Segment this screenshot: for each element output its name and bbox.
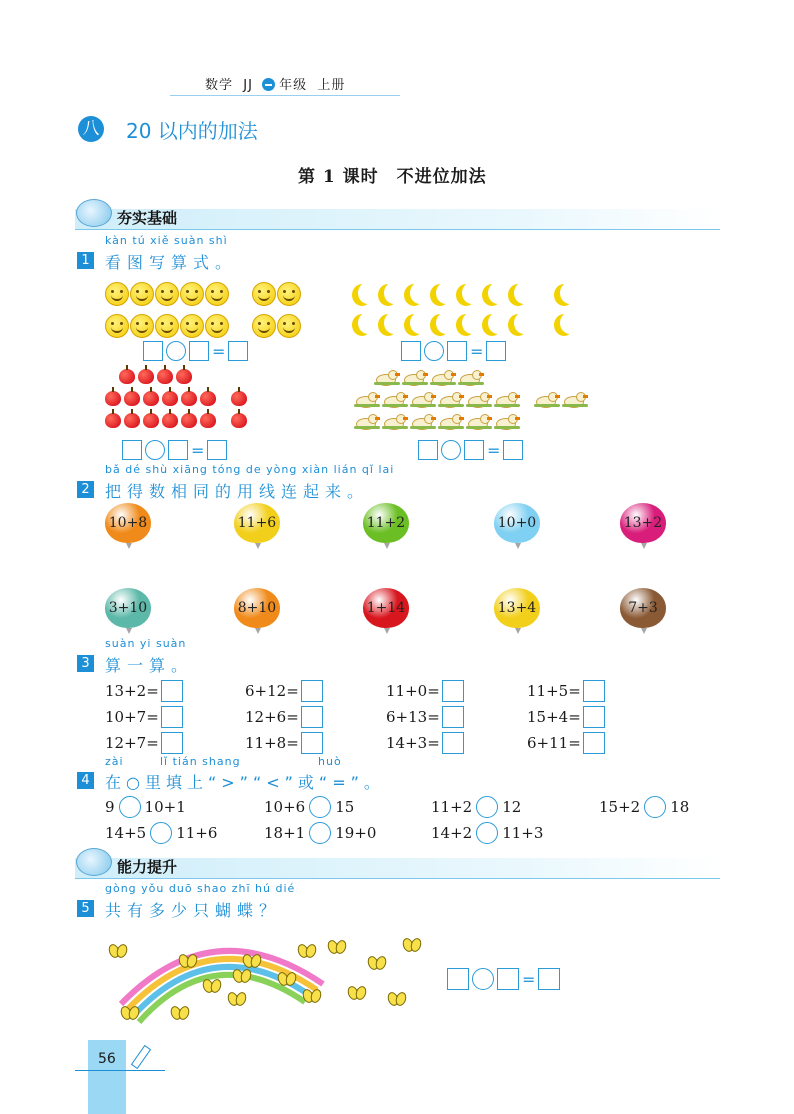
moon-icon	[488, 282, 508, 304]
answer-box[interactable]	[503, 440, 523, 460]
calc-item	[245, 732, 323, 754]
footer-line	[75, 1070, 165, 1071]
moon-icon	[462, 312, 482, 334]
operator-circle[interactable]	[441, 440, 461, 460]
answer-box[interactable]	[583, 680, 605, 702]
calc-expression: 13+2=	[105, 682, 159, 700]
q5-pinyin: gòng yǒu duō shao zhī hú dié	[105, 882, 296, 895]
moon-icon	[358, 282, 378, 304]
q3-number: 3	[77, 655, 94, 672]
calc-item	[386, 706, 464, 728]
duck-icon	[564, 392, 586, 408]
answer-box[interactable]	[122, 440, 142, 460]
compare-circle[interactable]	[309, 822, 331, 844]
compare-circle[interactable]	[150, 822, 172, 844]
apple-icon	[157, 369, 173, 384]
q1-equation-3	[122, 440, 227, 460]
duck-icon	[376, 370, 398, 386]
butterfly-icon	[328, 940, 346, 954]
moon-group	[352, 282, 592, 338]
calc-item	[386, 732, 464, 754]
smiley-group	[105, 282, 305, 342]
compare-item	[105, 796, 186, 818]
calc-item	[386, 680, 464, 702]
answer-box[interactable]	[583, 732, 605, 754]
equals-sign: =	[191, 440, 205, 460]
operator-circle[interactable]	[424, 341, 444, 361]
moon-icon	[462, 282, 482, 304]
answer-box[interactable]	[161, 732, 183, 754]
answer-box[interactable]	[301, 732, 323, 754]
answer-box[interactable]	[301, 706, 323, 728]
apple-icon	[124, 413, 140, 428]
compare-right: 18	[670, 798, 690, 816]
butterfly-icon	[179, 954, 197, 968]
duck-icon	[440, 392, 462, 408]
calc-expression: 10+7=	[105, 708, 159, 726]
smiley-icon	[252, 314, 276, 338]
answer-box[interactable]	[583, 706, 605, 728]
answer-box[interactable]	[418, 440, 438, 460]
equals-sign: =	[470, 341, 484, 361]
q2-pinyin: bǎ dé shù xiāng tóng de yòng xiàn lián qǐ lai	[105, 463, 395, 476]
moon-icon	[384, 282, 404, 304]
duck-icon	[468, 392, 490, 408]
apple-icon	[138, 369, 154, 384]
pencil-icon	[131, 1045, 151, 1069]
q3-pinyin: suàn yi suàn	[105, 637, 187, 650]
answer-box[interactable]	[161, 706, 183, 728]
apple-icon	[181, 391, 197, 406]
apple-icon	[143, 413, 159, 428]
duck-icon	[384, 392, 406, 408]
answer-box[interactable]	[161, 680, 183, 702]
operator-circle[interactable]	[145, 440, 165, 460]
answer-box[interactable]	[228, 341, 248, 361]
apple-icon	[162, 391, 178, 406]
compare-item	[599, 796, 689, 818]
butterfly-icon	[203, 979, 221, 993]
operator-circle[interactable]	[166, 341, 186, 361]
balloon-top-2[interactable]: 11+6	[234, 503, 280, 543]
apple-icon	[200, 413, 216, 428]
compare-left: 15+2	[599, 798, 641, 816]
calc-expression: 6+11=	[527, 734, 581, 752]
butterfly-icon	[303, 989, 321, 1003]
answer-box[interactable]	[486, 341, 506, 361]
compare-left: 11+2	[431, 798, 473, 816]
q4-pinyin-1: zài	[105, 755, 124, 768]
answer-box[interactable]	[464, 440, 484, 460]
calc-item	[105, 732, 183, 754]
calc-item	[105, 706, 183, 728]
compare-item	[105, 822, 217, 844]
compare-circle[interactable]	[644, 796, 666, 818]
q1-equation-2	[401, 341, 506, 361]
answer-box[interactable]	[497, 968, 519, 990]
header-volume: 上册	[317, 78, 346, 93]
balloon-top-5[interactable]: 13+2	[620, 503, 666, 543]
answer-box[interactable]	[401, 341, 421, 361]
butterfly-icon	[109, 944, 127, 958]
equals-sign: =	[212, 341, 226, 361]
apple-icon	[231, 413, 247, 428]
balloon-bottom-1[interactable]: 3+10	[105, 588, 151, 628]
duck-group	[356, 370, 616, 436]
compare-left: 10+6	[264, 798, 306, 816]
moon-icon	[560, 312, 580, 334]
q5-text: 共有多少只蝴蝶？	[105, 901, 282, 920]
apple-icon	[231, 391, 247, 406]
answer-box[interactable]	[168, 440, 188, 460]
calc-item	[527, 732, 605, 754]
q1-pinyin: kàn tú xiě suàn shì	[105, 234, 228, 247]
header-grade: 年级	[279, 78, 308, 93]
equals-sign: =	[522, 969, 536, 989]
q2-text: 把得数相同的用线连起来。	[105, 482, 370, 501]
moon-icon	[436, 312, 456, 334]
compare-left: 14+5	[105, 824, 147, 842]
calc-expression: 12+6=	[245, 708, 299, 726]
balloon-bottom-4[interactable]: 13+4	[494, 588, 540, 628]
compare-circle[interactable]	[476, 796, 498, 818]
compare-right: 10+1	[144, 798, 186, 816]
moon-icon	[488, 312, 508, 334]
moon-icon	[436, 282, 456, 304]
moon-icon	[410, 312, 430, 334]
apple-icon	[176, 369, 192, 384]
compare-item	[431, 822, 543, 844]
apple-icon	[105, 391, 121, 406]
q1-equation-4	[418, 440, 523, 460]
duck-icon	[496, 414, 518, 430]
answer-box[interactable]	[447, 341, 467, 361]
duck-icon	[536, 392, 558, 408]
compare-right: 19+0	[335, 824, 377, 842]
q3-text: 算一算。	[105, 656, 194, 675]
butterfly-icon	[368, 956, 386, 970]
apple-icon	[181, 413, 197, 428]
smiley-icon	[105, 282, 129, 306]
duck-icon	[460, 370, 482, 386]
moon-icon	[514, 312, 534, 334]
smiley-icon	[130, 314, 154, 338]
smiley-icon	[130, 282, 154, 306]
balloon-top-3[interactable]: 11+2	[363, 503, 409, 543]
butterfly-icon	[388, 992, 406, 1006]
smiley-icon	[155, 282, 179, 306]
answer-box[interactable]	[538, 968, 560, 990]
calc-expression: 15+4=	[527, 708, 581, 726]
butterfly-icon	[121, 1006, 139, 1020]
smiley-icon	[277, 314, 301, 338]
moon-icon	[514, 282, 534, 304]
compare-circle[interactable]	[119, 796, 141, 818]
smiley-icon	[180, 282, 204, 306]
header-edition: JJ	[243, 78, 253, 93]
running-header	[205, 74, 345, 93]
smiley-icon	[105, 314, 129, 338]
answer-box[interactable]	[301, 680, 323, 702]
moon-icon	[560, 282, 580, 304]
compare-right: 12	[502, 798, 522, 816]
calc-item	[245, 706, 323, 728]
q2-number: 2	[77, 481, 94, 498]
apple-icon	[124, 391, 140, 406]
page-number: 56	[98, 1051, 116, 1067]
moon-icon	[410, 282, 430, 304]
calc-expression: 11+5=	[527, 682, 581, 700]
duck-icon	[496, 392, 518, 408]
duck-icon	[412, 414, 434, 430]
cloud-icon	[76, 199, 112, 227]
answer-box[interactable]	[447, 968, 469, 990]
duck-icon	[404, 370, 426, 386]
answer-box[interactable]	[189, 341, 209, 361]
calc-item	[105, 680, 183, 702]
section-title-basic: 夯实基础	[117, 209, 178, 227]
calc-expression: 6+12=	[245, 682, 299, 700]
compare-circle[interactable]	[309, 796, 331, 818]
unit-badge: 八	[78, 116, 104, 142]
compare-left: 18+1	[264, 824, 306, 842]
answer-box[interactable]	[442, 706, 464, 728]
butterfly-icon	[403, 938, 421, 952]
smiley-icon	[252, 282, 276, 306]
header-divider	[170, 95, 400, 96]
smiley-icon	[205, 282, 229, 306]
butterfly-icon	[348, 986, 366, 1000]
compare-right: 11+3	[502, 824, 544, 842]
apple-icon	[119, 369, 135, 384]
calc-item	[527, 680, 605, 702]
smiley-icon	[277, 282, 301, 306]
duck-icon	[356, 392, 378, 408]
answer-box[interactable]	[442, 680, 464, 702]
duck-icon	[384, 414, 406, 430]
compare-left: 9	[105, 798, 115, 816]
duck-icon	[432, 370, 454, 386]
calc-expression: 11+0=	[386, 682, 440, 700]
apple-group	[105, 368, 275, 434]
compare-right: 11+6	[176, 824, 218, 842]
answer-box[interactable]	[207, 440, 227, 460]
duck-icon	[468, 414, 490, 430]
butterfly-icon	[298, 944, 316, 958]
compare-item	[431, 796, 521, 818]
smiley-icon	[180, 314, 204, 338]
calc-expression: 14+3=	[386, 734, 440, 752]
compare-left: 14+2	[431, 824, 473, 842]
calc-item	[527, 706, 605, 728]
duck-icon	[440, 414, 462, 430]
cloud-icon	[76, 848, 112, 876]
butterfly-icon	[228, 992, 246, 1006]
smiley-icon	[205, 314, 229, 338]
balloon-bottom-3[interactable]: 1+14	[363, 588, 409, 628]
answer-box[interactable]	[143, 341, 163, 361]
operator-circle[interactable]	[472, 968, 494, 990]
moon-icon	[358, 312, 378, 334]
calc-expression: 11+8=	[245, 734, 299, 752]
apple-icon	[162, 413, 178, 428]
duck-icon	[412, 392, 434, 408]
butterfly-icon	[233, 969, 251, 983]
compare-right: 15	[335, 798, 355, 816]
header-subject: 数学	[205, 78, 234, 93]
balloon-top-1[interactable]: 10+8	[105, 503, 151, 543]
q5-number: 5	[77, 900, 94, 917]
q4-text: 在○里填上“>”“<”或“=”。	[105, 773, 385, 792]
section-title-advanced: 能力提升	[117, 858, 178, 876]
smiley-icon	[155, 314, 179, 338]
grade-badge-icon	[262, 78, 275, 91]
butterfly-picture	[103, 924, 425, 1030]
duck-icon	[356, 414, 378, 430]
apple-icon	[105, 413, 121, 428]
apple-icon	[200, 391, 216, 406]
rainbow-illustration	[103, 924, 425, 1030]
unit-title: 20 以内的加法	[126, 119, 258, 143]
q1-equation-1	[143, 341, 248, 361]
answer-box[interactable]	[442, 732, 464, 754]
balloon-bottom-5[interactable]: 7+3	[620, 588, 666, 628]
equals-sign: =	[487, 440, 501, 460]
butterfly-icon	[278, 972, 296, 986]
q4-pinyin-3: huò	[318, 755, 342, 768]
butterfly-icon	[171, 1006, 189, 1020]
calc-expression: 6+13=	[386, 708, 440, 726]
q4-pinyin-2: lǐ tián shang	[160, 755, 241, 768]
q1-number: 1	[77, 252, 94, 269]
compare-item	[264, 822, 376, 844]
compare-item	[264, 796, 354, 818]
q4-number: 4	[77, 772, 94, 789]
butterfly-icon	[243, 954, 261, 968]
balloon-top-4[interactable]: 10+0	[494, 503, 540, 543]
q5-equation	[447, 968, 560, 990]
compare-circle[interactable]	[476, 822, 498, 844]
balloon-bottom-2[interactable]: 8+10	[234, 588, 280, 628]
moon-icon	[384, 312, 404, 334]
calc-expression: 12+7=	[105, 734, 159, 752]
q1-text: 看图写算式。	[105, 253, 238, 272]
calc-item	[245, 680, 323, 702]
apple-icon	[143, 391, 159, 406]
lesson-title: 第 1 课时 不进位加法	[298, 167, 487, 187]
